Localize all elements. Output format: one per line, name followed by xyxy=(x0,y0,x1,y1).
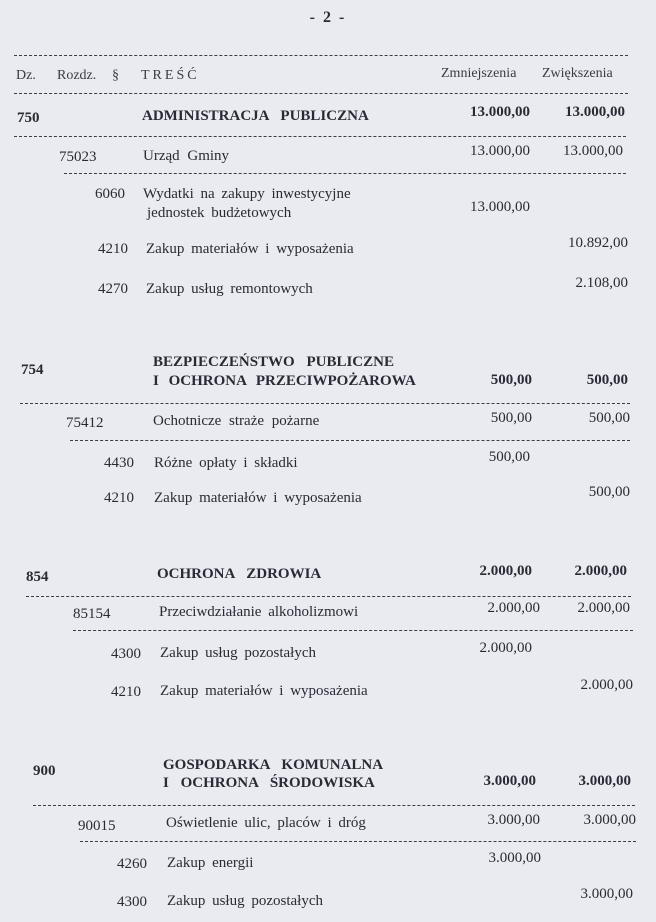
section-total-zwiekszenia: 13.000,00 xyxy=(565,104,625,120)
item-zwiekszenia: 3.000,00 xyxy=(580,886,633,902)
item-description-line2: jednostek budżetowych xyxy=(147,205,292,221)
chapter-zwiekszenia: 13.000,00 xyxy=(563,143,623,159)
chapter-rule xyxy=(70,440,630,441)
item-description: Wydatki na zakupy inwestycyjne xyxy=(143,186,351,202)
item-paragraph: 4300 xyxy=(117,894,147,910)
item-description: Zakup usług pozostałych xyxy=(167,893,323,909)
section-rule xyxy=(14,136,626,137)
item-description: Zakup materiałów i wyposażenia xyxy=(146,241,354,257)
chapter-code: 85154 xyxy=(73,606,111,622)
item-zwiekszenia: 500,00 xyxy=(588,484,630,500)
section-rule xyxy=(20,403,630,404)
chapter-zmniejszenia: 3.000,00 xyxy=(487,812,540,828)
section-title: GOSPODARKA KOMUNALNA xyxy=(163,757,384,773)
section-title: ADMINISTRACJA PUBLICZNA xyxy=(142,108,369,124)
chapter-rule xyxy=(80,841,636,842)
item-zmniejszenia: 13.000,00 xyxy=(470,199,530,215)
section-total-zwiekszenia: 2.000,00 xyxy=(574,563,627,579)
chapter-zmniejszenia: 500,00 xyxy=(490,410,532,426)
item-zwiekszenia: 2.000,00 xyxy=(580,677,633,693)
header-zwiekszenia: Zwiększenia xyxy=(542,66,613,81)
item-zmniejszenia: 500,00 xyxy=(488,449,530,465)
item-paragraph: 4270 xyxy=(98,281,128,297)
item-paragraph: 4430 xyxy=(104,455,134,471)
chapter-zwiekszenia: 3.000,00 xyxy=(583,812,636,828)
chapter-zwiekszenia: 500,00 xyxy=(588,410,630,426)
section-title-line2: I OCHRONA PRZECIWPOŻAROWA xyxy=(153,373,416,389)
section-total-zmniejszenia: 500,00 xyxy=(490,372,532,388)
chapter-rule xyxy=(73,630,633,631)
section-rule xyxy=(26,596,631,597)
item-zmniejszenia: 3.000,00 xyxy=(488,850,541,866)
item-paragraph: 4300 xyxy=(111,646,141,662)
section-total-zwiekszenia: 500,00 xyxy=(586,372,628,388)
header-bottom-rule xyxy=(14,93,628,94)
header-top-rule xyxy=(14,55,628,56)
item-paragraph: 4210 xyxy=(111,684,141,700)
header-rozdz: Rozdz. xyxy=(57,68,97,83)
item-description: Zakup usług pozostałych xyxy=(160,645,316,661)
section-title: OCHRONA ZDROWIA xyxy=(157,566,322,582)
item-description: Zakup materiałów i wyposażenia xyxy=(160,683,368,699)
chapter-name: Przeciwdziałanie alkoholizmowi xyxy=(159,604,359,620)
item-description: Różne opłaty i składki xyxy=(154,455,298,471)
section-rule xyxy=(33,805,635,806)
section-dz-code: 754 xyxy=(21,362,44,378)
chapter-code: 90015 xyxy=(78,818,116,834)
header-tresc: TREŚĆ xyxy=(141,68,200,83)
item-description: Zakup materiałów i wyposażenia xyxy=(154,490,362,506)
section-total-zmniejszenia: 13.000,00 xyxy=(470,104,530,120)
section-dz-code: 854 xyxy=(26,569,49,585)
header-dz: Dz. xyxy=(16,68,36,83)
header-zmniejszenia: Zmniejszenia xyxy=(441,66,517,81)
page-number: - 2 - xyxy=(309,9,347,26)
item-zwiekszenia: 10.892,00 xyxy=(568,235,628,251)
item-paragraph: 4260 xyxy=(117,856,147,872)
section-total-zwiekszenia: 3.000,00 xyxy=(578,773,631,789)
chapter-name: Oświetlenie ulic, placów i dróg xyxy=(166,815,366,831)
chapter-name: Urząd Gminy xyxy=(143,148,230,164)
section-total-zmniejszenia: 3.000,00 xyxy=(483,773,536,789)
item-zwiekszenia: 2.108,00 xyxy=(575,275,628,291)
chapter-zmniejszenia: 13.000,00 xyxy=(470,143,530,159)
item-description: Zakup energii xyxy=(167,855,254,871)
chapter-rule xyxy=(64,173,626,174)
section-dz-code: 900 xyxy=(33,763,56,779)
item-paragraph: 4210 xyxy=(98,241,128,257)
chapter-code: 75023 xyxy=(59,149,97,165)
item-description: Zakup usług remontowych xyxy=(146,281,313,297)
chapter-name: Ochotnicze straże pożarne xyxy=(153,413,320,429)
item-paragraph: 4210 xyxy=(104,490,134,506)
section-total-zmniejszenia: 2.000,00 xyxy=(479,563,532,579)
section-title-line2: I OCHRONA ŚRODOWISKA xyxy=(163,775,375,791)
chapter-zmniejszenia: 2.000,00 xyxy=(487,600,540,616)
section-title: BEZPIECZEŃSTWO PUBLICZNE xyxy=(153,354,394,370)
header-paragraph: § xyxy=(112,68,119,83)
item-paragraph: 6060 xyxy=(95,186,125,202)
section-dz-code: 750 xyxy=(17,110,40,126)
chapter-code: 75412 xyxy=(66,415,104,431)
item-zmniejszenia: 2.000,00 xyxy=(479,640,532,656)
chapter-zwiekszenia: 2.000,00 xyxy=(577,600,630,616)
